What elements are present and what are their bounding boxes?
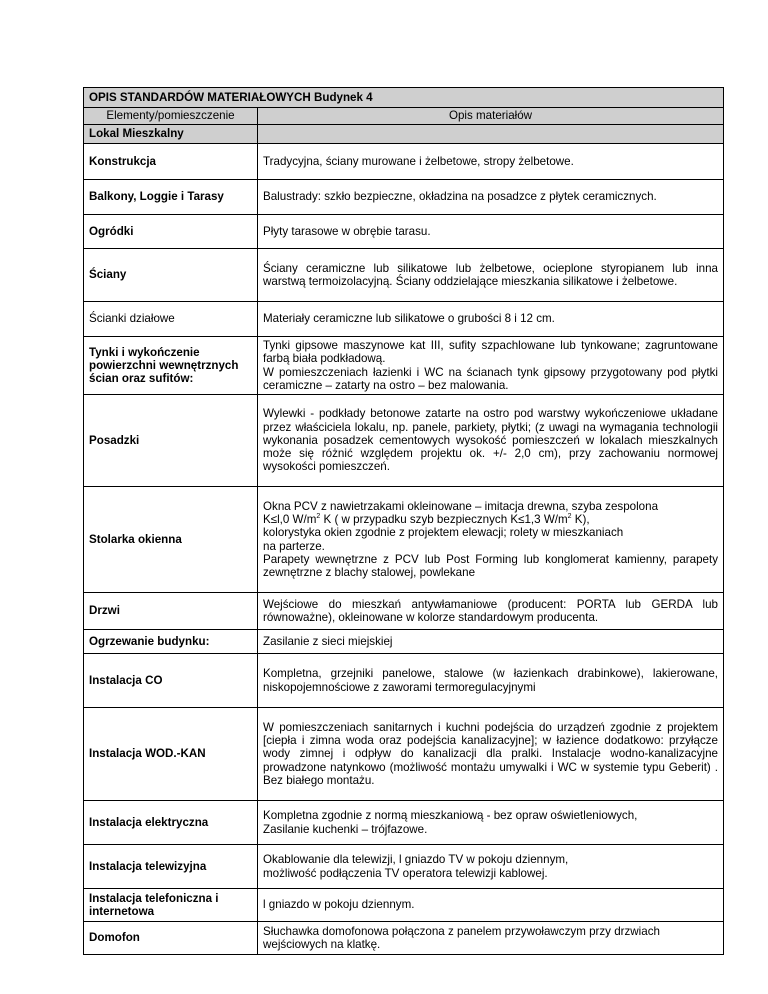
materials-standards-table (83, 87, 724, 955)
row-label: Ogrzewanie budynku: (84, 630, 258, 654)
row-label: Stolarka okienna (84, 487, 258, 593)
row-description: Balustrady: szkło bezpieczne, okładzina na posadzce z płytek ceramicznych. (258, 180, 724, 215)
row-label: Instalacja CO (84, 654, 258, 708)
table-row (84, 180, 724, 215)
column-header-element: Elementy/pomieszczenie (84, 108, 258, 125)
table-row (84, 593, 724, 630)
description-line: Tynki gipsowe maszynowe kat III, sufity szpachlowane lub tynkowane; zagruntowane farbą biała podkładową. (263, 338, 718, 366)
superscript: 2 (567, 513, 572, 521)
row-description: Kompletna, grzejniki panelowe, stalowe (w łazienkach drabinkowe), lakierowane, niskopojemnościowe z zaworami termoregulacyjnymi (258, 654, 724, 708)
row-label: Konstrukcja (84, 144, 258, 180)
table-row (84, 889, 724, 922)
row-description: Zasilanie z sieci miejskiej (258, 630, 724, 654)
row-label: Instalacja telewizyjna (84, 845, 258, 889)
u-value-text: K ( w przypadku szyb bezpiecznych K≤1,3 W/m (320, 512, 568, 526)
description-line: Zasilanie kuchenki – trójfazowe. (263, 822, 428, 836)
row-description: Tradycyjna, ściany murowane i żelbetowe, stropy żelbetowe. (258, 144, 724, 180)
table-row (84, 654, 724, 708)
row-description: Słuchawka domofonowa połączona z panelem przywoławczym przy drzwiach wejściowych na klatkę. (258, 922, 724, 955)
row-description (258, 487, 724, 593)
table-row (84, 922, 724, 955)
table-header-row (84, 108, 724, 125)
row-description: W pomieszczeniach sanitarnych i kuchni podejścia do urządzeń zgodnie z projektem [ciepła i zimna woda oraz podejścia kanalizacyjne]; w łazience dodatkowo: przyłącze wody zimnej i odpływ do kanalizacji dla pralki. Instalacje wodno-kanalizacyjne prowadzone natynkowo (możliwość montażu umywalki i WC w systemie typu Geberit) . Bez białego montażu. (258, 708, 724, 801)
row-label: Ściany (84, 249, 258, 302)
u-value-text: K≤l,0 W/m (263, 512, 317, 526)
table-row (84, 302, 724, 337)
row-label: Tynki i wykończenie powierzchni wewnętrznych ścian oraz sufitów: (84, 337, 258, 395)
row-label: Balkony, Loggie i Tarasy (84, 180, 258, 215)
table-row (84, 215, 724, 249)
row-description: Ściany ceramiczne lub silikatowe lub żelbetowe, ocieplone styropianem lub inna warstwą termoizolacyjną. Ściany oddzielające mieszkania silikatowe i żelbetowe. (258, 249, 724, 302)
table-row (84, 144, 724, 180)
row-label: Drzwi (84, 593, 258, 630)
row-label: Instalacja WOD.-KAN (84, 708, 258, 801)
row-label: Posadzki (84, 395, 258, 487)
row-description (258, 801, 724, 845)
row-label: Ścianki działowe (84, 302, 258, 337)
table-title: OPIS STANDARDÓW MATERIAŁOWYCH Budynek 4 (84, 88, 724, 108)
table-row (84, 487, 724, 593)
column-header-description: Opis materiałów (258, 108, 724, 125)
row-description: Wejściowe do mieszkań antywłamaniowe (producent: PORTA lub GERDA lub równoważne), okleinowane w kolorze standardowym producenta. (258, 593, 724, 630)
superscript: 2 (316, 513, 321, 521)
row-description: Płyty tarasowe w obrębie tarasu. (258, 215, 724, 249)
table-row (84, 801, 724, 845)
table-row (84, 630, 724, 654)
description-line: kolorystyka okien zgodnie z projektem elewacji; rolety w mieszkaniach (263, 526, 624, 540)
row-label: Instalacja telefoniczna i internetowa (84, 889, 258, 922)
description-line: na parterze. (263, 539, 325, 553)
table-row (84, 395, 724, 487)
description-line: Okna PCV z nawietrzakami okleinowane – imitacja drewna, szyba zespolona (263, 499, 659, 513)
description-line: Kompletna zgodnie z normą mieszkaniową - bez opraw oświetleniowych, (263, 809, 638, 823)
description-line: Parapety wewnętrzne z PCV lub Post Forming lub konglomerat kamienny, parapety zewnętrzne z blachy stalowej, powlekane (263, 552, 718, 580)
row-description: Materiały ceramiczne lub silikatowe o grubości 8 i 12 cm. (258, 302, 724, 337)
u-value-text: K), (571, 512, 590, 526)
row-label: Ogródki (84, 215, 258, 249)
description-line: W pomieszczeniach łazienki i WC na ścianach tynk gipsowy przygotowany pod płytki ceramiczne – zatarty na ostro – bez malowania. (263, 365, 718, 392)
table-row (84, 337, 724, 395)
table-row (84, 708, 724, 801)
row-description (258, 845, 724, 889)
section-spacer (258, 125, 724, 144)
description-line: możliwość podłączenia TV operatora telewizji kablowej. (263, 866, 548, 880)
description-line (263, 513, 718, 526)
section-header-row (84, 125, 724, 144)
row-description: Wylewki - podkłady betonowe zatarte na ostro pod warstwy wykończeniowe układane przez właściciela lokalu, np. panele, parkiety, płytki; (z uwagi na wymagania technologii wykonania posadzek cementowych wysokość pomieszczeń w lokalach mieszkalnych może się różnić względem projektu ok. +/- 2,0 cm), przy zachowaniu normowej wysokości pomieszczeń. (258, 395, 724, 487)
row-label: Domofon (84, 922, 258, 955)
table-row (84, 249, 724, 302)
row-description: l gniazdo w pokoju dziennym. (258, 889, 724, 922)
section-title: Lokal Mieszkalny (84, 125, 258, 144)
row-description (258, 337, 724, 395)
description-line: Okablowanie dla telewizji, l gniazdo TV w pokoju dziennym, (263, 853, 569, 867)
table-row (84, 845, 724, 889)
row-label: Instalacja elektryczna (84, 801, 258, 845)
table-title-row (84, 88, 724, 108)
